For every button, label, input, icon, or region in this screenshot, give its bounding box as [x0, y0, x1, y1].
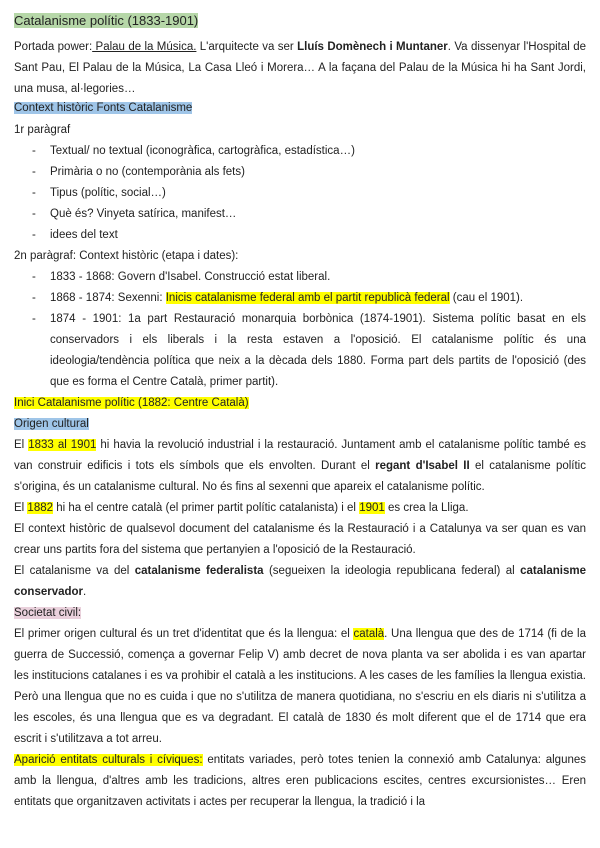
- origen-paragraph-4: El catalanisme va del catalanisme federalista (segueixen la ideologia republicana federal) al catalanisme conservador.: [14, 565, 586, 598]
- paragraph-2-list: [14, 267, 586, 393]
- origen-paragraph-1: El 1833 al 1901 hi havia la revolució industrial i la restauració. Juntament amb el catalanisme polític també es van construir edificis i tots els símbols que els envolten. Durant el regant d'Isabel II el catalanisme polític s'origina, és un catalanisme cultural. No és fins al sexenni que apareix el catalanisme polític.: [14, 439, 586, 493]
- palau-link: Palau de la Música.: [92, 41, 197, 53]
- origen-paragraph-2: El 1882 hi ha el centre català (el primer partit polític catalanista) i el 1901 es crea la Lliga.: [14, 502, 469, 514]
- page-title: [14, 10, 586, 33]
- paragraph-2-label: 2n paràgraf: Context històric (etapa i dates):: [14, 250, 239, 262]
- societat-paragraph-2: Aparició entitats culturals i cíviques: entitats variades, però totes tenien la connexió amb Catalunya: algunes amb la llengua, d'altres amb les tradicions, altres eren publicacions escites, centres excursionistes… Eren entitats que organitzaven activitats i actes per recuperar la llengua, la tradició i la: [14, 754, 587, 808]
- list-item: - 1833 - 1868: Govern d'Isabel. Construcció estat liberal.: [14, 267, 586, 288]
- list-item: - Primària o no (contemporània als fets): [14, 162, 586, 183]
- context-heading: Context històric Fonts Catalanisme: [14, 102, 193, 114]
- societat-paragraph-1: El primer origen cultural és un tret d'identitat que és la llengua: el català. Una llengua que des de 1714 (fi de la guerra de Successió, comença a governar Felip V) amb decret de nova planta va ser abolida i es van apartar les institucions catalanes i es va prohibir el català a les institucions. A les cases de les famílies la llengua existia. Però una llengua que no es cuida i que no s'utilitza de manera quotidiana, no s'escriu en els diaris ni s'utilitza a les escoles, és una llengua que es va degradant. El català de 1830 és molt diferent que el de 1714 que era escrit i s'utilitzava a tot arreu.: [14, 628, 586, 745]
- origen-paragraph-3: El context històric de qualsevol document del catalanisme és la Restauració i a Catalunya va ser quan es van crear uns partits fora del sistema que pertanyien a l'oposició de la Restauració.: [14, 523, 586, 556]
- inici-heading: Inici Catalanisme polític (1882: Centre Català): [14, 397, 249, 409]
- paragraph-1-list: [14, 141, 586, 246]
- architect-name: Lluís Domènech i Muntaner: [297, 41, 448, 53]
- list-item: - 1868 - 1874: Sexenni: Inicis catalanisme federal amb el partit republicà federal (cau el 1901).: [14, 288, 586, 309]
- paragraph-1-label: 1r paràgraf: [14, 124, 71, 136]
- list-item: - 1874 - 1901: 1a part Restauració monarquia borbònica (1874-1901). Sistema polític basat en els conservadors i els liberals i la resta estaven a l'oposició. El catalanisme polític és una ideologia/tendència política que neix a la dècada dels 1880. Forma part dels partits de l'oposició (des que es forma el Centre Català, primer partit).: [14, 309, 586, 393]
- list-item: - Què és? Vinyeta satírica, manifest…: [14, 204, 586, 225]
- title-text: Catalanisme polític (1833-1901): [14, 13, 199, 28]
- origen-heading: Origen cultural: [14, 418, 89, 430]
- list-item: - Textual/ no textual (iconogràfica, cartogràfica, estadística…): [14, 141, 586, 162]
- list-item: - idees del text: [14, 225, 586, 246]
- societat-heading: Societat civil:: [14, 607, 82, 619]
- list-item: - Tipus (polític, social…): [14, 183, 586, 204]
- portada-paragraph: Portada power: Palau de la Música. L'arquitecte va ser Lluís Domènech i Muntaner. Va dissenyar l'Hospital de Sant Pau, El Palau de la Música, La Casa Lleó i Morera… A la façana del Palau de la Música hi ha Sant Jordi, una musa, al·legories…: [14, 41, 586, 95]
